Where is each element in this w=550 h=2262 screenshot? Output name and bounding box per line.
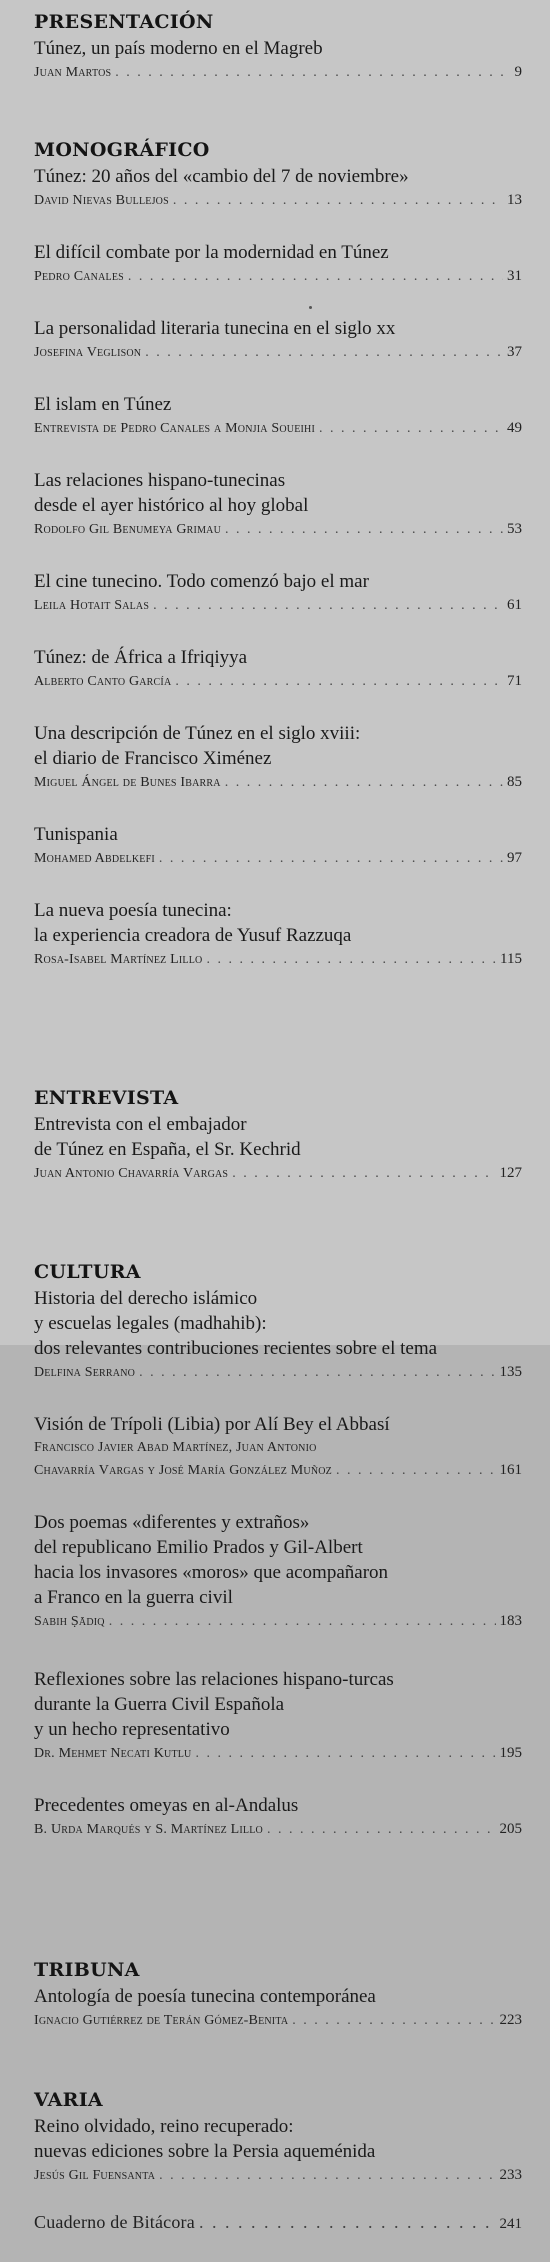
toc-entry[interactable] bbox=[34, 2211, 522, 2235]
entry-title: Entrevista con el embajador bbox=[34, 1114, 247, 1135]
entry-title: La nueva poesía tunecina: bbox=[34, 900, 232, 921]
entry-author: Juan Martos bbox=[34, 65, 112, 80]
entry-author: Francisco Javier Abad Martínez, Juan Antonio bbox=[34, 1440, 317, 1455]
entry-page-number: 31 bbox=[507, 268, 522, 284]
entry-author: Josefina Veglison bbox=[34, 345, 142, 360]
dot-leader bbox=[195, 1743, 495, 1765]
entry-page-number: 61 bbox=[507, 597, 522, 613]
entry-page-number: 9 bbox=[514, 64, 522, 80]
entry-title: Precedentes omeyas en al-Andalus bbox=[34, 1795, 299, 1816]
dot-leader bbox=[336, 1460, 496, 1482]
entry-title: Túnez, un país moderno en el Magreb bbox=[34, 38, 323, 59]
dot-leader bbox=[206, 949, 496, 971]
entry-author-line bbox=[34, 341, 522, 364]
entry-author-line bbox=[34, 847, 522, 870]
section-title: CULTURA bbox=[34, 1261, 141, 1283]
entry-title-line-2: desde el ayer histórico al hoy global bbox=[34, 495, 309, 516]
dot-leader bbox=[145, 342, 503, 364]
entry-title-line-2: la experiencia creadora de Yusuf Razzuqa bbox=[34, 925, 352, 946]
section-monografico bbox=[34, 138, 522, 971]
entry-author-line bbox=[34, 1459, 522, 1482]
toc-entry[interactable] bbox=[34, 240, 522, 288]
entry-page-number: 49 bbox=[507, 420, 522, 436]
entry-title: Las relaciones hispano-tunecinas bbox=[34, 470, 286, 491]
dot-leader bbox=[159, 2165, 495, 2187]
toc-entry[interactable] bbox=[34, 822, 522, 870]
toc-entry[interactable] bbox=[34, 721, 522, 794]
toc-entry[interactable] bbox=[34, 1286, 522, 1384]
entry-author: Ignacio Gutiérrez de Terán Gómez-Benita bbox=[34, 2013, 289, 2028]
entry-title-line-2: el diario de Francisco Ximénez bbox=[34, 748, 272, 769]
entry-author-line bbox=[34, 1742, 522, 1765]
section-varia bbox=[34, 2088, 522, 2235]
toc-entry[interactable] bbox=[34, 1112, 522, 1185]
entry-author: Mohamed Abdelkefi bbox=[34, 851, 155, 866]
entry-title: Historia del derecho islámico bbox=[34, 1288, 258, 1309]
toc-entry[interactable] bbox=[34, 468, 522, 541]
section-presentacion bbox=[34, 10, 522, 84]
entry-author-line bbox=[34, 948, 522, 971]
entry-author-line bbox=[34, 1610, 522, 1633]
entry-author: Leila Hotait Salas bbox=[34, 598, 150, 613]
entry-author-line bbox=[34, 670, 522, 693]
entry-page-number: 223 bbox=[499, 2012, 522, 2028]
entry-page-number: 233 bbox=[499, 2167, 522, 2183]
entry-title: Tunispania bbox=[34, 824, 118, 845]
dot-leader bbox=[292, 2010, 495, 2032]
entry-title-line-3: dos relevantes contribuciones recientes sobre el tema bbox=[34, 1338, 438, 1359]
toc-entry[interactable] bbox=[34, 898, 522, 971]
entry-page-number: 135 bbox=[499, 1364, 522, 1380]
section-tribuna bbox=[34, 1958, 522, 2032]
section-title: ENTREVISTA bbox=[34, 1087, 179, 1109]
entry-title-line-2: nuevas ediciones sobre la Persia aqueménida bbox=[34, 2141, 376, 2162]
toc-entry[interactable] bbox=[34, 1793, 522, 1841]
dot-leader bbox=[175, 671, 503, 693]
entry-title-line-4: a Franco en la guerra civil bbox=[34, 1587, 233, 1608]
section-cultura bbox=[34, 1260, 522, 1841]
dot-leader bbox=[115, 62, 510, 84]
toc-entry[interactable] bbox=[34, 164, 522, 212]
entry-title-line-2: durante la Guerra Civil Española bbox=[34, 1694, 285, 1715]
entry-page-number: 71 bbox=[507, 673, 522, 689]
entry-page-number: 97 bbox=[507, 850, 522, 866]
entry-author: Jesús Gil Fuensanta bbox=[34, 2168, 156, 2183]
section-entrevista bbox=[34, 1086, 522, 1185]
entry-author-line bbox=[34, 1162, 522, 1185]
entry-page-number: 53 bbox=[507, 521, 522, 537]
dot-leader bbox=[232, 1163, 495, 1185]
toc-entry[interactable] bbox=[34, 645, 522, 693]
entry-title-line-2: de Túnez en España, el Sr. Kechrid bbox=[34, 1139, 301, 1160]
entry-page-number: 85 bbox=[507, 774, 522, 790]
section-title: TRIBUNA bbox=[34, 1959, 140, 1981]
toc-entry[interactable] bbox=[34, 2114, 522, 2187]
entry-author-line-1 bbox=[34, 1437, 522, 1459]
entry-page-number: 115 bbox=[500, 951, 522, 967]
entry-title-line-2: y escuelas legales (madhahib): bbox=[34, 1313, 267, 1334]
entry-title: El islam en Túnez bbox=[34, 394, 172, 415]
entry-title: Visión de Trípoli (Libia) por Alí Bey el Abbasí bbox=[34, 1414, 390, 1435]
dot-leader bbox=[225, 519, 503, 541]
entry-page-number: 195 bbox=[499, 1745, 522, 1761]
entry-author: David Nievas Bullejos bbox=[34, 193, 169, 208]
entry-author-line bbox=[34, 518, 522, 541]
entry-title: Dos poemas «diferentes y extraños» bbox=[34, 1512, 310, 1533]
dot-leader bbox=[139, 1362, 495, 1384]
entry-page-number: 127 bbox=[499, 1165, 522, 1181]
toc-entry[interactable] bbox=[34, 569, 522, 617]
entry-author-line bbox=[34, 2009, 522, 2032]
entry-author-line bbox=[34, 1818, 522, 1841]
entry-title-line-2: del republicano Emilio Prados y Gil-Albert bbox=[34, 1537, 363, 1558]
entry-title: El cine tunecino. Todo comenzó bajo el mar bbox=[34, 571, 369, 592]
entry-title: Antología de poesía tunecina contemporánea bbox=[34, 1986, 376, 2007]
entry-author: Sabih Ṣādiq bbox=[34, 1614, 105, 1629]
toc-entry[interactable] bbox=[34, 36, 522, 84]
entry-title: Túnez: 20 años del «cambio del 7 de noviembre» bbox=[34, 166, 409, 187]
entry-author-line bbox=[34, 189, 522, 212]
entry-author: B. Urda Marqués y S. Martínez Lillo bbox=[34, 1822, 263, 1837]
toc-entry[interactable] bbox=[34, 1667, 522, 1765]
toc-entry[interactable] bbox=[34, 1510, 522, 1633]
entry-author: Pedro Canales bbox=[34, 269, 124, 284]
entry-author-line bbox=[34, 61, 522, 84]
entry-page-number: 183 bbox=[499, 1613, 522, 1629]
entry-title-line-3: hacia los invasores «moros» que acompañaron bbox=[34, 1562, 389, 1583]
entry-author: Rodolfo Gil Benumeya Grimau bbox=[34, 522, 222, 537]
entry-author: Delfina Serrano bbox=[34, 1365, 136, 1380]
dot-leader bbox=[267, 1819, 496, 1841]
entry-author: Juan Antonio Chavarría Vargas bbox=[34, 1166, 229, 1181]
entry-page-number: 161 bbox=[499, 1462, 522, 1478]
entry-title: El difícil combate por la modernidad en Túnez bbox=[34, 242, 389, 263]
entry-page-number: 205 bbox=[499, 1821, 522, 1837]
entry-title: Túnez: de África a Ifriqiyya bbox=[34, 647, 248, 668]
section-title: MONOGRÁFICO bbox=[34, 139, 210, 161]
entry-author: Miguel Ángel de Bunes Ibarra bbox=[34, 775, 221, 790]
dot-leader bbox=[128, 266, 503, 288]
entry-author: Dr. Mehmet Necati Kutlu bbox=[34, 1746, 192, 1761]
toc-entry[interactable] bbox=[34, 392, 522, 440]
dot-leader bbox=[153, 595, 503, 617]
entry-title: La personalidad literaria tunecina en el siglo xx bbox=[34, 318, 396, 339]
entry-author-line bbox=[34, 417, 522, 440]
entry-author: Alberto Canto García bbox=[34, 674, 172, 689]
entry-author-line bbox=[34, 2164, 522, 2187]
dot-leader bbox=[109, 1611, 496, 1633]
entry-page-number: 241 bbox=[499, 2216, 522, 2232]
toc-entry[interactable] bbox=[34, 1984, 522, 2032]
dot-leader bbox=[319, 418, 503, 440]
entry-author-line bbox=[34, 265, 522, 288]
toc-entry[interactable] bbox=[34, 316, 522, 364]
section-title: VARIA bbox=[34, 2089, 103, 2111]
entry-author: Entrevista de Pedro Canales a Monjia Soueihi bbox=[34, 421, 315, 436]
entry-author-line bbox=[34, 1361, 522, 1384]
entry-page-number: 37 bbox=[507, 344, 522, 360]
toc-entry[interactable] bbox=[34, 1412, 522, 1482]
section-title: PRESENTACIÓN bbox=[34, 11, 214, 33]
entry-author: Rosa-Isabel Martínez Lillo bbox=[34, 952, 203, 967]
entry-title: Una descripción de Túnez en el siglo xviii: bbox=[34, 723, 361, 744]
dot-leader bbox=[225, 772, 503, 794]
entry-author-continued: Chavarría Vargas y José María González Muñoz bbox=[34, 1463, 332, 1478]
entry-title: Reflexiones sobre las relaciones hispano-turcas bbox=[34, 1669, 394, 1690]
entry-page-number: 13 bbox=[507, 192, 522, 208]
dot-leader bbox=[173, 190, 503, 212]
entry-title-line-3: y un hecho representativo bbox=[34, 1719, 230, 1740]
entry-author-line bbox=[34, 2211, 522, 2235]
entry-author-line bbox=[34, 771, 522, 794]
entry-title: Reino olvidado, reino recuperado: bbox=[34, 2116, 294, 2137]
dot-leader bbox=[159, 848, 503, 870]
dot-leader bbox=[199, 2211, 496, 2233]
entry-title-plain: Cuaderno de Bitácora bbox=[34, 2212, 195, 2232]
entry-author-line bbox=[34, 594, 522, 617]
